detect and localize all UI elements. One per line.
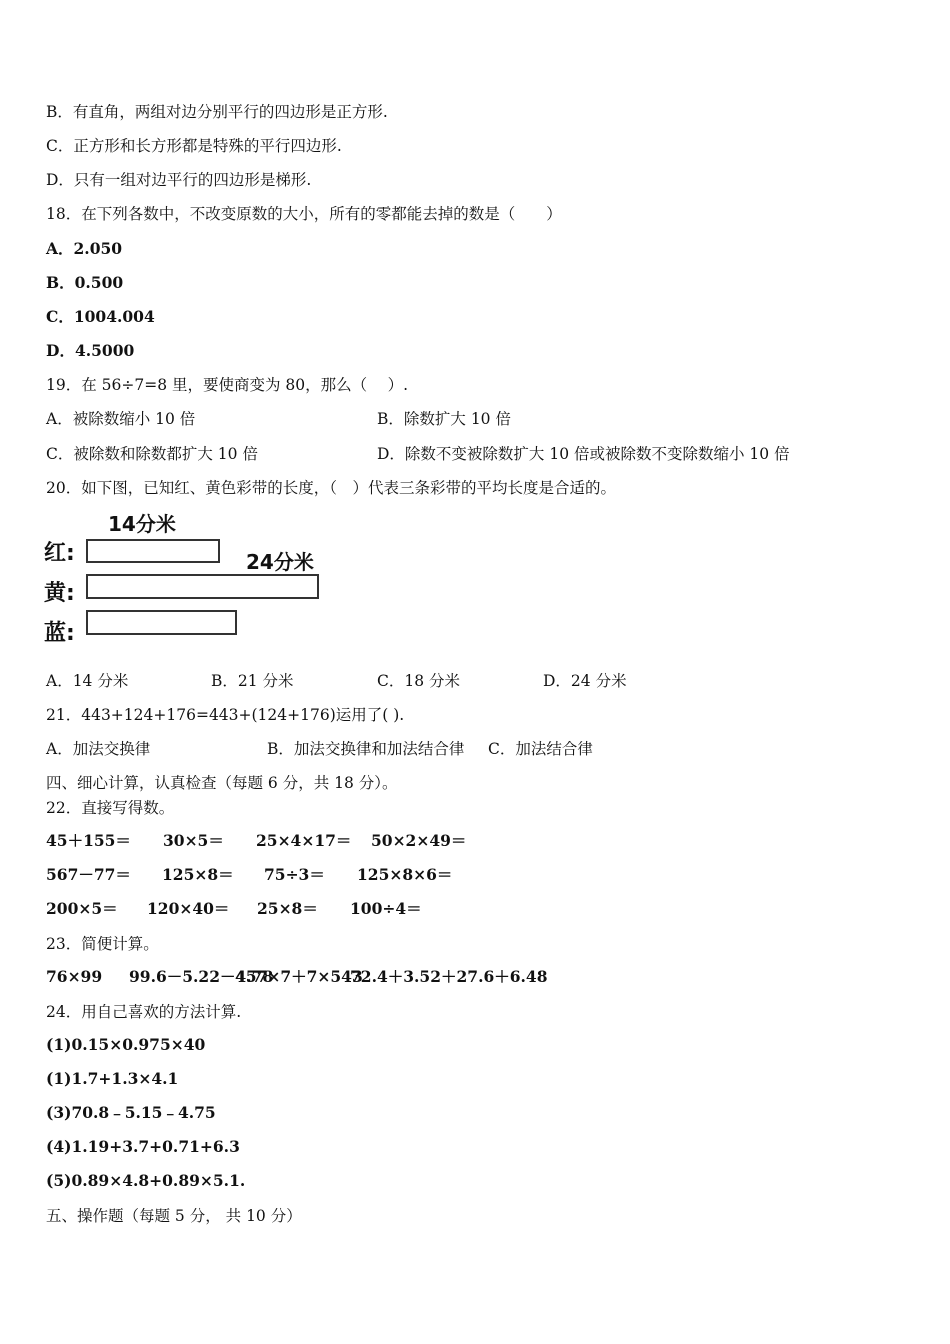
q20-option-a: A．14 分米 <box>46 672 129 690</box>
q24-item-4: (4)1.19+3.7+0.71+6.3 <box>46 1137 240 1156</box>
red-ribbon-bar <box>86 539 220 563</box>
q19-option-d: D．除数不变被除数扩大 10 倍或被除数不变除数缩小 10 倍 <box>377 445 790 463</box>
q22-item: 30×5＝ <box>163 831 224 850</box>
q23-item: 457×7＋7×543 <box>235 967 363 986</box>
q18-option-a: A．2.050 <box>46 239 123 258</box>
red-label: 红: <box>44 541 75 566</box>
q23-item: 72.4＋3.52＋27.6＋6.48 <box>350 967 548 986</box>
blue-ribbon-bar <box>86 610 237 635</box>
q17-option-b: B．有直角，两组对边分别平行的四边形是正方形. <box>46 103 388 121</box>
q24-item-2: (1)1.7+1.3×4.1 <box>46 1069 179 1088</box>
q23-item: 99.6－5.22－4.78 <box>129 967 274 986</box>
q22-item: 120×40＝ <box>147 899 230 918</box>
q23-stem: 23．简便计算。 <box>46 935 159 953</box>
q18-option-c: C．1004.004 <box>46 307 155 326</box>
q22-item: 75÷3＝ <box>264 865 325 884</box>
q18-option-b: B．0.500 <box>46 273 124 292</box>
q19-option-b: B．除数扩大 10 倍 <box>377 410 511 428</box>
q22-item: 125×8×6＝ <box>357 865 453 884</box>
q21-stem: 21．443+124+176=443+(124+176)运用了( ). <box>46 706 405 724</box>
yellow-length-label: 24分米 <box>246 550 314 574</box>
blue-label: 蓝: <box>44 621 75 646</box>
yellow-label: 黄: <box>44 581 75 606</box>
q22-item: 200×5＝ <box>46 899 118 918</box>
q22-item: 25×4×17＝ <box>256 831 352 850</box>
q22-item: 25×8＝ <box>257 899 318 918</box>
q24-stem: 24．用自己喜欢的方法计算. <box>46 1003 242 1021</box>
q24-item-1: (1)0.15×0.975×40 <box>46 1035 206 1054</box>
q22-item: 100÷4＝ <box>350 899 422 918</box>
q23-item: 76×99 <box>46 967 103 986</box>
q22-stem: 22．直接写得数。 <box>46 799 175 817</box>
q19-stem: 19．在 56÷7=8 里，要使商变为 80，那么（ ）. <box>46 376 409 394</box>
q18-option-d: D．4.5000 <box>46 341 135 360</box>
q22-item: 125×8＝ <box>162 865 234 884</box>
yellow-ribbon-bar <box>86 574 319 599</box>
q22-item: 567－77＝ <box>46 865 131 884</box>
q21-option-b: B．加法交换律和加法结合律 <box>267 740 465 758</box>
q20-option-c: C．18 分米 <box>377 672 461 690</box>
q22-item: 45＋155＝ <box>46 831 131 850</box>
q24-item-5: (5)0.89×4.8+0.89×5.1. <box>46 1171 246 1190</box>
q19-option-a: A．被除数缩小 10 倍 <box>46 410 196 428</box>
q20-option-d: D．24 分米 <box>543 672 627 690</box>
q20-option-b: B．21 分米 <box>211 672 294 690</box>
section-5-heading: 五、操作题（每题 5 分， 共 10 分） <box>46 1207 302 1225</box>
q17-option-c: C．正方形和长方形都是特殊的平行四边形. <box>46 137 342 155</box>
q24-item-3: (3)70.8﹣5.15﹣4.75 <box>46 1103 216 1122</box>
ribbon-figure <box>44 506 334 656</box>
q17-option-d: D．只有一组对边平行的四边形是梯形. <box>46 171 312 189</box>
q19-option-c: C．被除数和除数都扩大 10 倍 <box>46 445 258 463</box>
q21-option-c: C．加法结合律 <box>488 740 593 758</box>
section-4-heading: 四、细心计算，认真检查（每题 6 分，共 18 分）。 <box>46 774 398 792</box>
red-length-label: 14分米 <box>108 512 176 536</box>
q20-stem: 20．如下图，已知红、黄色彩带的长度，（ ）代表三条彩带的平均长度是合适的。 <box>46 479 616 497</box>
q21-option-a: A．加法交换律 <box>46 740 151 758</box>
q22-item: 50×2×49＝ <box>371 831 467 850</box>
q18-stem: 18．在下列各数中，不改变原数的大小，所有的零都能去掉的数是（ ） <box>46 205 562 223</box>
